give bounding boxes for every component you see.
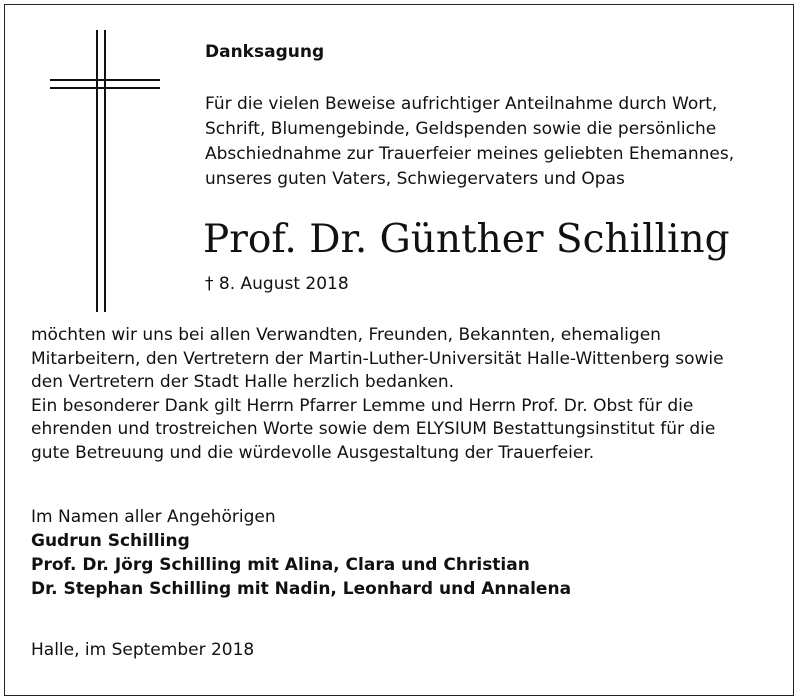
signer-name: Prof. Dr. Jörg Schilling mit Alina, Clara und Christian [31,555,530,575]
place-date: Halle, im September 2018 [31,640,255,660]
body-line: gute Betreuung und die würdevolle Ausgestaltung der Trauerfeier. [31,442,595,463]
signoff-intro: Im Namen aller Angehörigen [31,507,276,527]
body-line: möchten wir uns bei allen Verwandten, Freunden, Bekannten, ehemaligen [31,325,661,345]
body-line: den Vertretern der Stadt Halle herzlich bedanken. [31,372,455,392]
body-line: Ein besonderer Dank gilt Herrn Pfarrer Lemme und Herrn Prof. Dr. Obst für die [31,395,694,416]
signer-name: Dr. Stephan Schilling mit Nadin, Leonhard und Annalena [31,579,572,599]
death-date: † 8. August 2018 [205,274,349,294]
body-text [31,324,771,465]
heading: Danksagung [205,42,325,62]
intro-text [205,92,775,192]
signer-name: Gudrun Schilling [31,531,190,551]
signoff-block [31,505,571,601]
deceased-name: Prof. Dr. Günther Schilling [203,217,730,262]
intro-line: Schrift, Blumengebinde, Geldspenden sowie die persönliche [205,119,717,139]
intro-line: unseres guten Vaters, Schwiegervaters und Opas [205,169,625,189]
body-line: Mitarbeitern, den Vertretern der Martin-Luther-Universität Halle-Wittenberg sowie [31,348,724,369]
intro-line: Abschiednahme zur Trauerfeier meines geliebten Ehemannes, [205,144,735,164]
cross-icon [50,30,162,312]
body-line: ehrenden und trostreichen Worte sowie dem ELYSIUM Bestattungsinstitut für die [31,419,716,439]
intro-line: Für die vielen Beweise aufrichtiger Anteilnahme durch Wort, [205,94,718,114]
